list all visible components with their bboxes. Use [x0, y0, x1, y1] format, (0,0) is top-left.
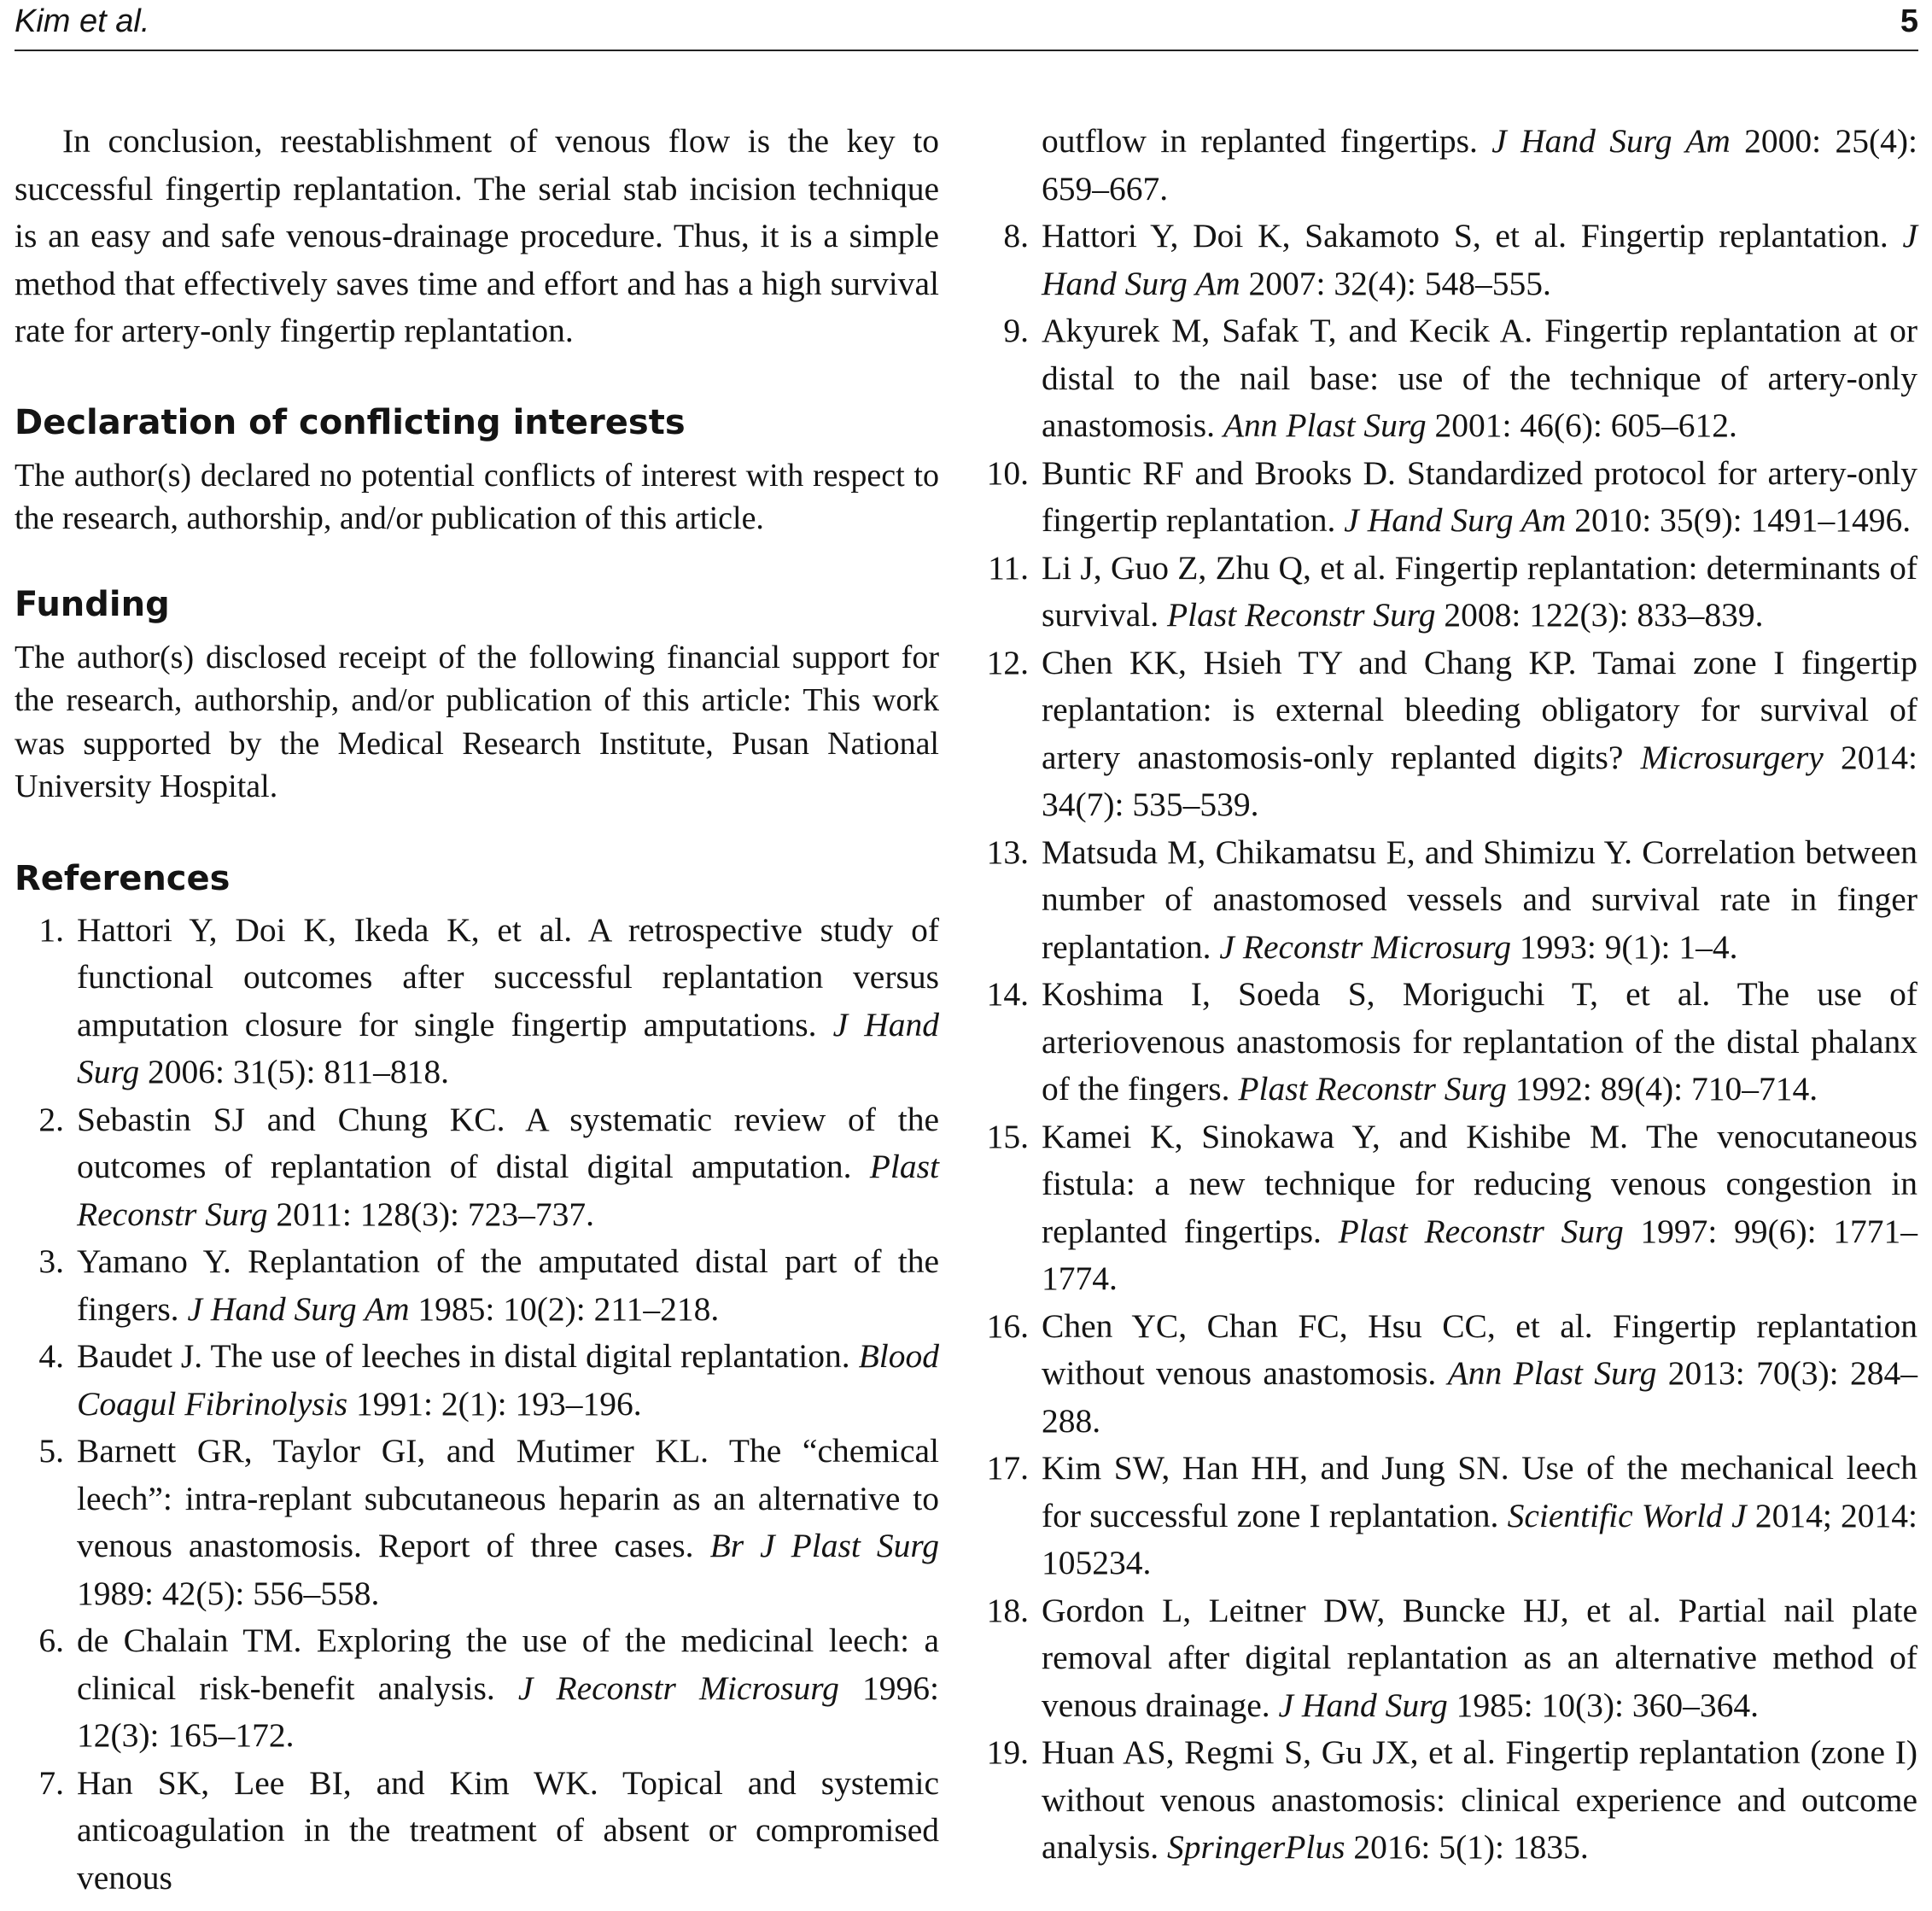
- page-number: 5: [1900, 3, 1918, 39]
- reference-item: 19. Huan AS, Regmi S, Gu JX, et al. Fingertip replantation (zone I) without venous anastomosis: clinical experience and outcome analysis. SpringerPlus 2016: 5(1): 1835.: [986, 1733, 1917, 1866]
- reference-item: 17. Kim SW, Han HH, and Jung SN. Use of the mechanical leech for successful zone I replantation. Scientific World J 2014; 2014: 105234.: [986, 1449, 1918, 1581]
- declaration-heading: Declaration of conflicting interests: [15, 402, 686, 442]
- funding-heading: Funding: [15, 584, 170, 624]
- right-column: [982, 118, 1917, 1872]
- funding-text: The author(s) disclosed receipt of the following financial support for the research, authorship, and/or publication of this article: This work was supported by the Medical Research Institute, Pusan National University Hospital.: [15, 639, 939, 804]
- reference-item: 16. Chen YC, Chan FC, Hsu CC, et al. Fingertip replantation without venous anastomosis. Ann Plast Surg 2013: 70(3): 284–288.: [986, 1306, 1917, 1440]
- reference-item: 9. Akyurek M, Safak T, and Kecik A. Fingertip replantation at or distal to the nail base: use of the technique of artery-only anastomosis. Ann Plast Surg 2001: 46(6): 605–612.: [1003, 312, 1917, 444]
- reference-item: 13. Matsuda M, Chikamatsu E, and Shimizu Y. Correlation between number of anastomosed vessels and survival rate in finger replantation. J Reconstr Microsurg 1993: 9(1): 1–4.: [986, 833, 1917, 966]
- reference-item: 12. Chen KK, Hsieh TY and Chang KP. Tamai zone I fingertip replantation: is external bleeding obligatory for survival of artery anastomosis-only replanted digits? Microsurgery 2014: 34(7): 535–539.: [986, 643, 1917, 823]
- reference-item: 5. Barnett GR, Taylor GI, and Mutimer KL. The “chemical leech”: intra-replant subcutaneous heparin as an alternative to venous anastomosis. Report of three cases. Br J Plast Surg 1989: 42(5): 556–558.: [38, 1432, 940, 1612]
- running-head-authors: Kim et al.: [15, 3, 150, 39]
- reference-item: 3. Yamano Y. Replantation of the amputated distal part of the fingers. J Hand Surg Am 1985: 10(2): 211–218.: [38, 1242, 939, 1328]
- reference-item: 6. de Chalain TM. Exploring the use of the medicinal leech: a clinical risk-benefit analysis. J Reconstr Microsurg 1996: 12(3): 165–172.: [38, 1622, 939, 1754]
- left-column: [15, 118, 939, 1902]
- reference-item: 4. Baudet J. The use of leeches in distal digital replantation. Blood Coagul Fibrinolysis 1991: 2(1): 193–196.: [38, 1337, 939, 1423]
- running-header: [15, 0, 1918, 51]
- reference-list-left: [15, 907, 939, 1902]
- reference-list-right: [982, 213, 1917, 1872]
- reference-7-continuation: outflow in replanted fingertips. J Hand Surg Am 2000: 25(4): 659–667.: [1042, 122, 1917, 207]
- reference-item: 10. Buntic RF and Brooks D. Standardized protocol for artery-only fingertip replantation. J Hand Surg Am 2010: 35(9): 1491–1496.: [986, 453, 1917, 539]
- references-heading: References: [15, 858, 231, 898]
- reference-item: 14. Koshima I, Soeda S, Moriguchi T, et al. The use of arteriovenous anastomosis for replantation of the distal phalanx of the fingers. Plast Reconstr Surg 1992: 89(4): 710–714.: [986, 975, 1917, 1107]
- reference-item: 18. Gordon L, Leitner DW, Buncke HJ, et al. Partial nail plate removal after digital replantation as an alternative method of venous drainage. J Hand Surg 1985: 10(3): 360–364.: [986, 1591, 1917, 1724]
- declaration-text: The author(s) declared no potential conflicts of interest with respect to the research, authorship, and/or publication of this article.: [15, 457, 939, 536]
- reference-item: 7. Han SK, Lee BI, and Kim WK. Topical and systemic anticoagulation in the treatment of absent or compromised venous: [38, 1763, 939, 1896]
- reference-item: 2. Sebastin SJ and Chung KC. A systematic review of the outcomes of replantation of distal digital amputation. Plast Reconstr Surg 2011: 128(3): 723–737.: [38, 1100, 939, 1233]
- conclusion-paragraph: In conclusion, reestablishment of venous flow is the key to successful fingertip replantation. The serial stab incision technique is an easy and safe venous-drainage procedure. Thus, it is a simple method that effectively saves time and effort and has a high survival rate for artery-only fingertip replantation.: [15, 122, 939, 349]
- reference-item: 11. Li J, Guo Z, Zhu Q, et al. Fingertip replantation: determinants of survival. Plast Reconstr Surg 2008: 122(3): 833–839.: [988, 548, 1917, 634]
- reference-item: 1. Hattori Y, Doi K, Ikeda K, et al. A retrospective study of functional outcomes after successful replantation versus amputation closure for single fingertip amputations. J Hand Surg 2006: 31(5): 811–818.: [38, 910, 939, 1090]
- reference-item: 15. Kamei K, Sinokawa Y, and Kishibe M. The venocutaneous fistula: a new technique for reducing venous congestion in replanted fingertips. Plast Reconstr Surg 1997: 99(6): 1771–1774.: [986, 1117, 1917, 1297]
- reference-item: 8. Hattori Y, Doi K, Sakamoto S, et al. Fingertip replantation. J Hand Surg Am 2007: 32(4): 548–555.: [1003, 217, 1917, 302]
